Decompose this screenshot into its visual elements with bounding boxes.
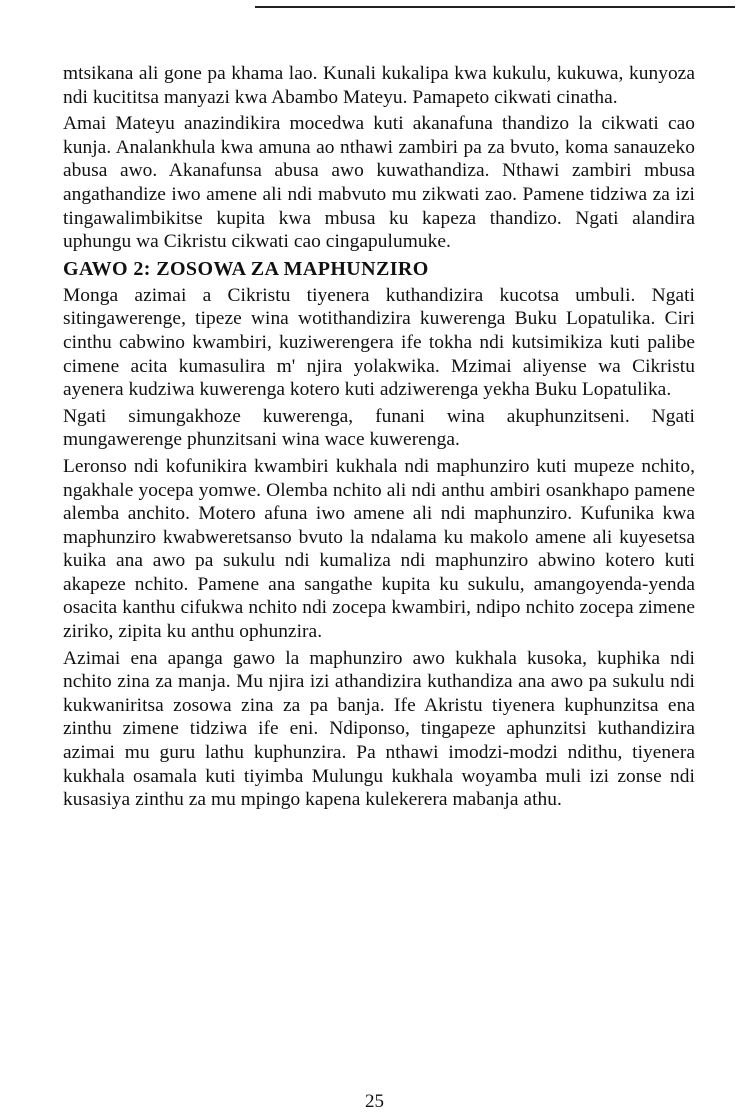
page-body [63,62,695,815]
paragraph-5: Leronso ndi kofunikira kwambiri kukhala ndi maphunziro kuti mupeze nchito, ngakhale yocepa yomwe. Olemba nchito ali ndi anthu ambiri osankhapo pamene alemba anchito. Motero afuna iwo amene ali ndi maphunziro. Kufunika kwa maphunziro kwabweretsanso bvuto la ndalama ku makolo amene ali kuyesetsa kuika ana awo pa sukulu ndi kumaliza ndi maphunziro abwino kotero kuti akapeze nchito. Pamene ana sangathe kupita ku sukulu, amangoyenda-yenda osacita kanthu cifukwa nchito ndi zocepa kwambiri, ndipo nchito zocepa zimene ziriko, zipita ku anthu ophunzira. [63,455,695,643]
top-rule [255,6,735,8]
section-heading-title: ZOSOWA ZA MAPHUNZIRO [156,257,429,280]
paragraph-2: Amai Mateyu anazindikira mocedwa kuti akanafuna thandizo la cikwati cao kunja. Analankhula kwa amuna ao nthawi zambiri pa za bvuto, koma sanauzeko abusa awo. Akanafunsa abusa awo kuwathandiza. Nthawi zambiri mbusa angathandize iwo amene ali ndi mabvuto mu zikwati zao. Pamene tidziwa za izi tingawalimbikitse kupita kwa mbusa ku kapeza thandizo. Ngati alandira uphungu wa Cikristu cikwati cao cingapulumuke. [63,113,695,253]
paragraph-3: Monga azimai a Cikristu tiyenera kuthandizira kucotsa umbuli. Ngati sitingawerenge, tipeze wina wotithandizira kuwerenga Buku Lopatulika. Ciri cinthu cabwino kwambiri, kuziwerengera ife tokha ndi kutsimikiza kuti palibe cimene acita kumasulira m' njira yolakwika. Mzimai aliyense wa Cikristu ayenera kudziwa kuwerenga kotero kuti adziwerenga yekha Buku Lopatulika. [63,284,695,401]
paragraph-4: Ngati simungakhoze kuwerenga, funani wina akuphunzitseni. Ngati mungawerenge phunzitsani wina wace kuwerenga. [63,405,695,451]
paragraph-6: Azimai ena apanga gawo la maphunziro awo kukhala kusoka, kuphika ndi nchito zina za manja. Mu njira izi athandizira kuthandiza ana awo pa sukulu ndi kukwaniritsa zosowa zina za pa banja. Ife Akristu tiyenera kuphunzitsa ena zinthu zimene tidziwa ife eni. Ndiponso, tingapeze aphunzitsi kuthandizira azimai mu guru lathu kuphunzira. Pa nthawi imodzi-modzi ndithu, tiyenera kukhala osamala kuti tiyimba Mulungu kukhala woyamba muli izi zonse ndi kusasiya zinthu za mu mpingo kapena kulekerera mabanja athu. [63,647,695,811]
page-number: 25 [365,1091,384,1112]
section-heading [63,257,695,281]
paragraph-1: mtsikana ali gone pa khama lao. Kunali kukalipa kwa kukulu, kukuwa, kunyoza ndi kucititsa manyazi kwa Abambo Mateyu. Pamapeto cikwati cinatha. [63,63,695,108]
section-heading-number: GAWO 2: [63,257,151,280]
